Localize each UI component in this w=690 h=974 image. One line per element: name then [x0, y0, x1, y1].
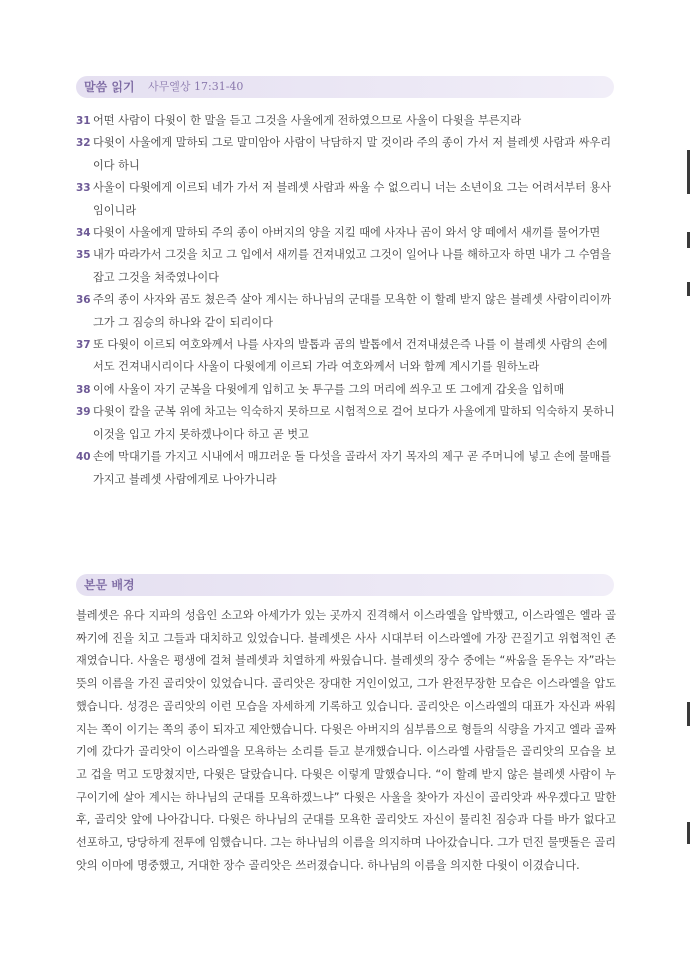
verse-text: 이에 사울이 자기 군복을 다윗에게 입히고 놋 투구를 그의 머리에 씌우고 또 그에게 갑옷을 입히매 [93, 382, 565, 396]
verse-33 [76, 177, 616, 222]
background-title: 본문 배경 [84, 578, 135, 592]
verse-text: 또 다윗이 이르되 여호와께서 나를 사자의 발톱과 곰의 발톱에서 건져내셨은즉 나를 이 블레셋 사람의 손에서도 건져내시리이다 사울이 다윗에게 이르되 가라 여호와께서 너와 함께 계시기를 원하노라 [93, 338, 608, 374]
reading-heading-bar [76, 76, 614, 98]
verse-text: 손에 막대기를 가지고 시내에서 매끄러운 돌 다섯을 골라서 자기 목자의 제구 곧 주머니에 넣고 손에 물매를 가지고 블레셋 사람에게로 나아가니라 [93, 450, 612, 486]
verse-40 [76, 446, 616, 491]
verse-text: 사울이 다윗에게 이르되 네가 가서 저 블레셋 사람과 싸울 수 없으리니 너는 소년이요 그는 어려서부터 용사임이니라 [93, 181, 612, 217]
background-paragraph: 블레셋은 유다 지파의 성읍인 소고와 아세가가 있는 곳까지 진격해서 이스라엘을 압박했고, 이스라엘은 엘라 골짜기에 진을 치고 그들과 대치하고 있었습니다. 블레셋은 사사 시대부터 이스라엘에 가장 끈질기고 위협적인 존재였습니다. 사울은 평생에 걸쳐 블레셋과 치열하게 싸웠습니다. 블레셋의 장수 중에는 “싸움을 돋우는 자”라는 뜻의 이름을 가진 골리앗이 있었습니다. 골리앗은 장대한 거인이었고, 그가 완전무장한 모습은 이스라엘을 압도했습니다. 성경은 골리앗의 이런 모습을 자세하게 기록하고 있습니다. 골리앗은 이스라엘의 대표가 자신과 싸워 지는 쪽이 이기는 쪽의 종이 되자고 제안했습니다. 다윗은 아버지의 심부름으로 형들의 식량을 가지고 엘라 골짜기에 갔다가 골리앗이 이스라엘을 모욕하는 소리를 듣고 분개했습니다. 이스라엘 사람들은 골리앗의 모습을 보고 겁을 먹고 도망쳤지만, 다윗은 달랐습니다. 다윗은 이렇게 말했습니다. “이 할례 받지 않은 블레셋 사람이 누구이기에 살아 계시는 하나님의 군대를 모욕하겠느냐” 다윗은 사울을 찾아가 자신이 골리앗과 싸우겠다고 말한 후, 골리앗 앞에 나아갑니다. 다윗은 하나님의 군대를 모욕한 골리앗도 자신이 물리친 짐승과 다를 바가 없다고 선포하고, 당당하게 전투에 임했습니다. 그는 하나님의 이름을 의지하며 나아갔습니다. 그가 던진 물맷돌은 골리앗의 이마에 명중했고, 거대한 장수 골리앗은 쓰러졌습니다. 하나님의 이름을 의지한 다윗이 이겼습니다. [76, 609, 616, 872]
verse-31 [76, 110, 616, 132]
verse-text: 내가 따라가서 그것을 치고 그 입에서 새끼를 건져내었고 그것이 일어나 나를 해하고자 하면 내가 그 수염을 잡고 그것을 쳐죽였나이다 [93, 248, 612, 284]
verse-35 [76, 244, 616, 289]
verse-text: 주의 종이 사자와 곰도 쳤은즉 살아 계시는 하나님의 군대를 모욕한 이 할례 받지 않은 블레셋 사람이리이까 그가 그 짐승의 하나와 같이 되리이다 [93, 293, 612, 329]
reading-title: 말씀 읽기 [84, 80, 135, 94]
verse-32 [76, 132, 616, 177]
verse-37 [76, 334, 616, 379]
verse-36 [76, 289, 616, 334]
verse-34 [76, 222, 616, 244]
verse-number: 38 [76, 383, 91, 396]
verse-text: 어떤 사람이 다윗이 한 말을 듣고 그것을 사울에게 전하였으므로 사울이 다윗을 부른지라 [93, 114, 522, 127]
verse-number: 35 [76, 249, 91, 262]
verse-39 [76, 401, 616, 446]
scripture-reference: 사무엘상 17:31-40 [148, 80, 244, 93]
verse-number: 32 [76, 137, 91, 150]
verse-text: 다윗이 칼을 군복 위에 차고는 익숙하지 못하므로 시험적으로 걸어 보다가 사울에게 말하되 익숙하지 못하니 이것을 입고 가지 못하겠나이다 하고 곧 벗고 [93, 405, 615, 441]
verse-number: 33 [76, 182, 91, 195]
background-heading-bar [76, 574, 614, 596]
verse-number: 37 [76, 339, 91, 352]
verse-list [76, 110, 616, 491]
verse-38 [76, 379, 616, 401]
verse-number: 31 [76, 115, 91, 127]
verse-number: 34 [76, 227, 91, 240]
verse-text: 다윗이 사울에게 말하되 그로 말미암아 사람이 낙담하지 말 것이라 주의 종이 가서 저 블레셋 사람과 싸우리이다 하니 [93, 136, 612, 172]
verse-number: 36 [76, 294, 91, 307]
verse-text: 다윗이 사울에게 말하되 주의 종이 아버지의 양을 지킬 때에 사자나 곰이 와서 양 떼에서 새끼를 물어가면 [93, 226, 601, 240]
verse-number: 39 [76, 406, 91, 419]
verse-number: 40 [76, 451, 91, 464]
